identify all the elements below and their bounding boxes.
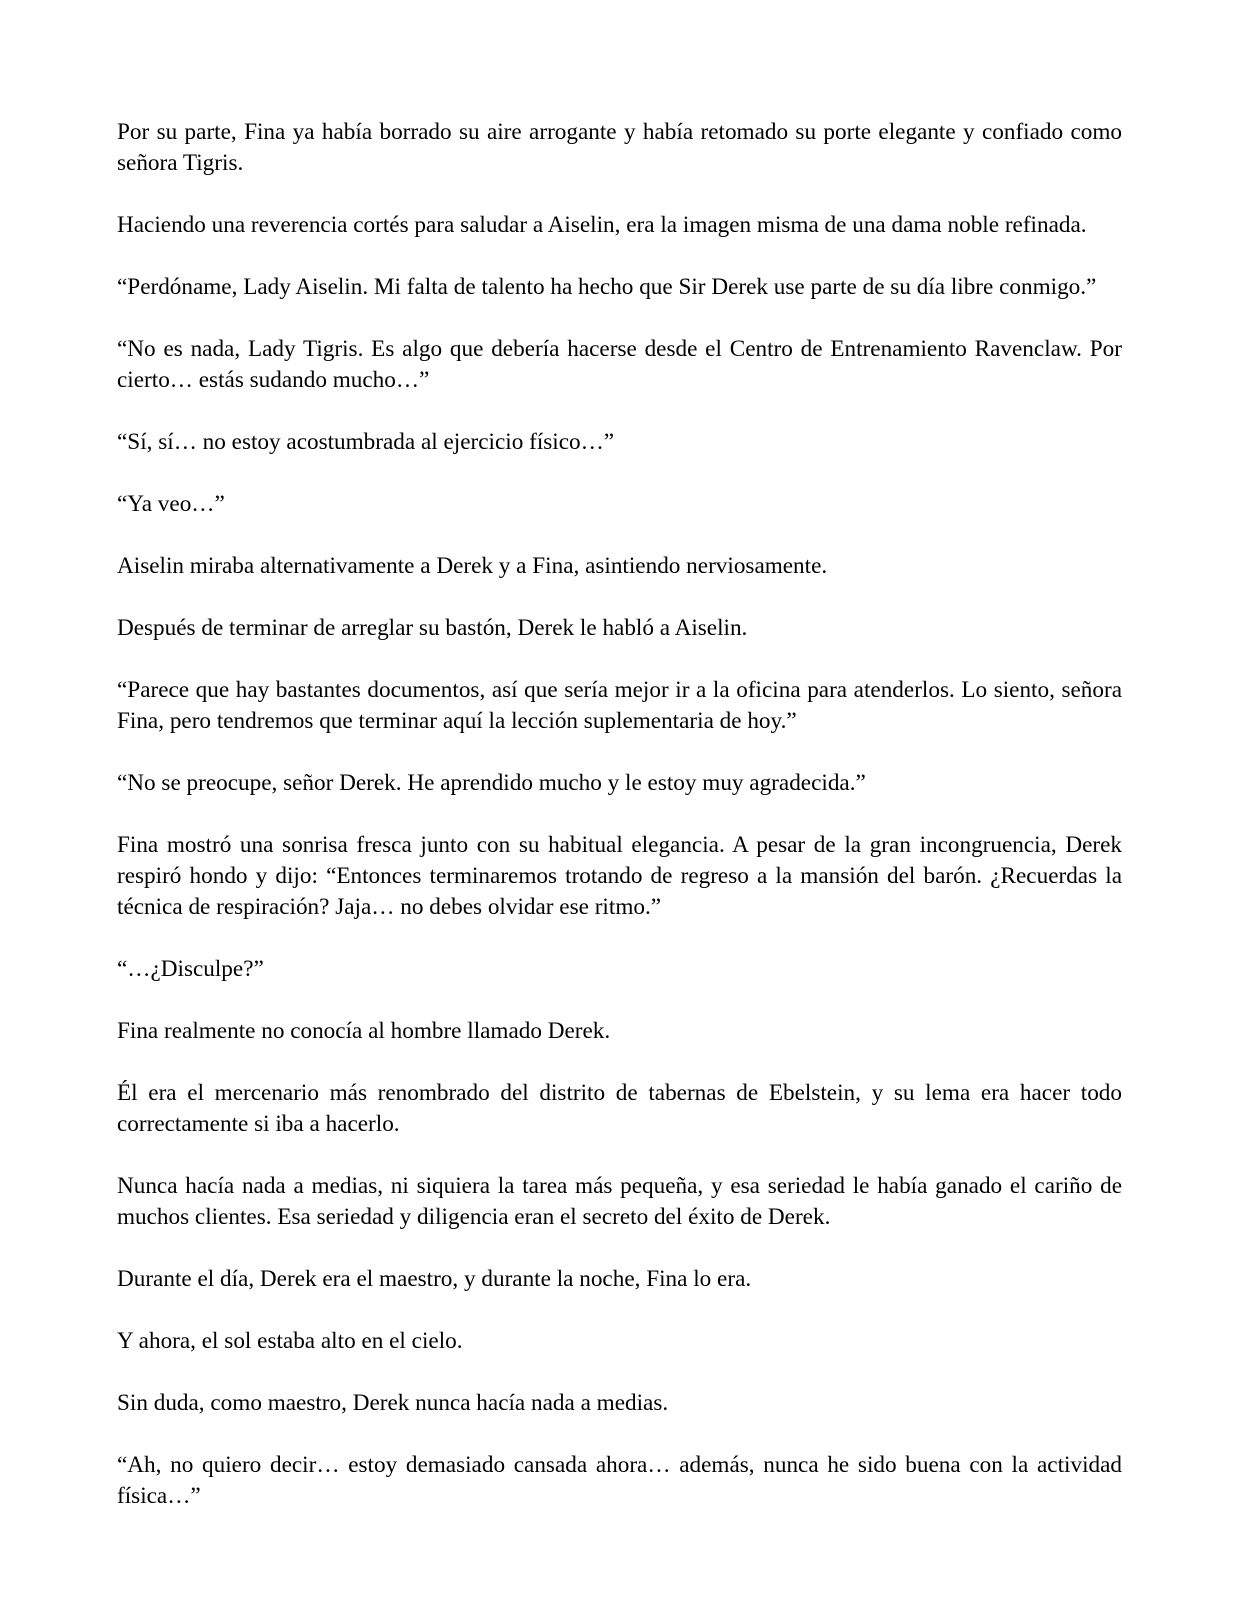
paragraph: “Perdóname, Lady Aiselin. Mi falta de talento ha hecho que Sir Derek use parte de su día libre conmigo.” (117, 274, 1097, 300)
paragraph: “Sí, sí… no estoy acostumbrada al ejercicio físico…” (117, 429, 615, 455)
paragraph: “Ah, no quiero decir… estoy demasiado cansada ahora… además, nunca he sido buena con la actividad física…” (117, 1452, 1122, 1509)
paragraph: “No es nada, Lady Tigris. Es algo que debería hacerse desde el Centro de Entrenamiento Ravenclaw. Por cierto… estás sudando mucho…” (117, 336, 1122, 393)
paragraph: Fina mostró una sonrisa fresca junto con su habitual elegancia. A pesar de la gran incongruencia, Derek respiró hondo y dijo: “Entonces terminaremos trotando de regreso a la mansión del barón. ¿Recuerdas la técnica de respiración? Jaja… no debes olvidar ese ritmo.” (117, 832, 1122, 920)
paragraph: “Ya veo…” (117, 491, 225, 517)
paragraph: Y ahora, el sol estaba alto en el cielo. (117, 1328, 463, 1354)
paragraph: Después de terminar de arreglar su bastón, Derek le habló a Aiselin. (117, 615, 748, 641)
paragraph: “…¿Disculpe?” (117, 956, 264, 982)
paragraph: Aiselin miraba alternativamente a Derek y a Fina, asintiendo nerviosamente. (117, 553, 828, 579)
paragraph: “Parece que hay bastantes documentos, así que sería mejor ir a la oficina para atenderlos. Lo siento, señora Fina, pero tendremos que terminar aquí la lección suplementaria de hoy.” (117, 677, 1122, 734)
paragraph: Fina realmente no conocía al hombre llamado Derek. (117, 1018, 611, 1044)
paragraph: Durante el día, Derek era el maestro, y durante la noche, Fina lo era. (117, 1266, 752, 1292)
paragraph: Él era el mercenario más renombrado del distrito de tabernas de Ebelstein, y su lema era hacer todo correctamente si iba a hacerlo. (117, 1080, 1122, 1137)
paragraph: Haciendo una reverencia cortés para saludar a Aiselin, era la imagen misma de una dama noble refinada. (117, 212, 1087, 238)
paragraph: Sin duda, como maestro, Derek nunca hacía nada a medias. (117, 1390, 669, 1416)
paragraph: Por su parte, Fina ya había borrado su aire arrogante y había retomado su porte elegante y confiado como señora Tigris. (117, 119, 1122, 176)
paragraph: Nunca hacía nada a medias, ni siquiera la tarea más pequeña, y esa seriedad le había ganado el cariño de muchos clientes. Esa seriedad y diligencia eran el secreto del éxito de Derek. (117, 1173, 1122, 1230)
paragraph: “No se preocupe, señor Derek. He aprendido mucho y le estoy muy agradecida.” (117, 770, 866, 796)
body-text (117, 117, 1122, 1512)
